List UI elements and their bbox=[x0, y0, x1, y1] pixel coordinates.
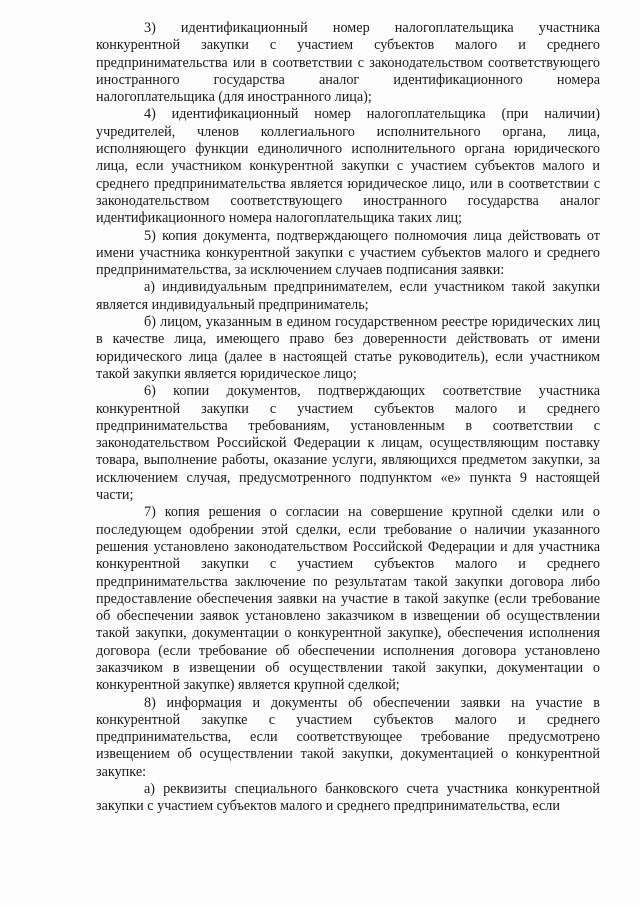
paragraph-item-4: 4) идентификационный номер налогоплательщика (при наличии) учредителей, членов коллегиального исполнительного органа, лица, исполняющего функции единоличного исполнительного органа юридического лица, если участником конкурентной закупки с участием субъектов малого и среднего предпринимательства является юридическое лицо, или в соответствии с законодательством соответствующего иностранного государства аналог идентификационного номера налогоплательщика таких лиц; bbox=[96, 106, 600, 227]
paragraph-item-7: 7) копия решения о согласии на совершение крупной сделки или о последующем одобрении этой сделки, если требование о наличии указанного решения установлено законодательством Российской Федерации и для участника конкурентной закупки с участием субъектов малого и среднего предпринимательства заключение по результатам такой закупки договора либо предоставление обеспечения заявки на участие в такой закупке (если требование об обеспечении заявок установлено заказчиком в извещении об осуществлении такой закупки, документации о конкурентной закупке), обеспечения исполнения договора (если требование об обеспечении исполнения договора установлено заказчиком в извещении об осуществлении такой закупки, документации о конкурентной закупке) является крупной сделкой; bbox=[96, 504, 600, 694]
paragraph-item-5: 5) копия документа, подтверждающего полномочия лица действовать от имени участника конкурентной закупки с участием субъектов малого и среднего предпринимательства, за исключением случаев подписания заявки: bbox=[96, 227, 600, 279]
paragraph-item-5b: б) лицом, указанным в едином государственном реестре юридических лиц в качестве лица, имеющего право без доверенности действовать от имени юридического лица (далее в настоящей статье руководитель), если участником такой закупки является юридическое лицо; bbox=[96, 314, 600, 382]
paragraph-item-6: 6) копии документов, подтверждающих соответствие участника конкурентной закупки с участием субъектов малого и среднего предпринимательства требованиям, установленным в соответствии с законодательством Российской Федерации к лицам, осуществляющим поставку товара, выполнение работы, оказание услуги, являющихся предметом закупки, за исключением случая, предусмотренного подпунктом «е» пункта 9 настоящей части; bbox=[96, 383, 600, 504]
paragraph-item-3: 3) идентификационный номер налогоплательщика участника конкурентной закупки с участием субъектов малого и среднего предпринимательства или в соответствии с законодательством соответствующего иностранного государства аналог идентификационного номера налогоплательщика (для иностранного лица); bbox=[96, 20, 600, 106]
paragraph-item-5a: а) индивидуальным предпринимателем, если участником такой закупки является индивидуальный предприниматель; bbox=[96, 279, 600, 313]
paragraph-item-8a: а) реквизиты специального банковского счета участника конкурентной закупки с участием субъектов малого и среднего предпринимательства, если bbox=[96, 781, 600, 815]
paragraph-item-8: 8) информация и документы об обеспечении заявки на участие в конкурентной закупке с участием субъектов малого и среднего предпринимательства, если соответствующее требование предусмотрено извещением об осуществлении такой закупки, документацией о конкурентной закупке: bbox=[96, 694, 600, 780]
document-body bbox=[96, 20, 600, 816]
